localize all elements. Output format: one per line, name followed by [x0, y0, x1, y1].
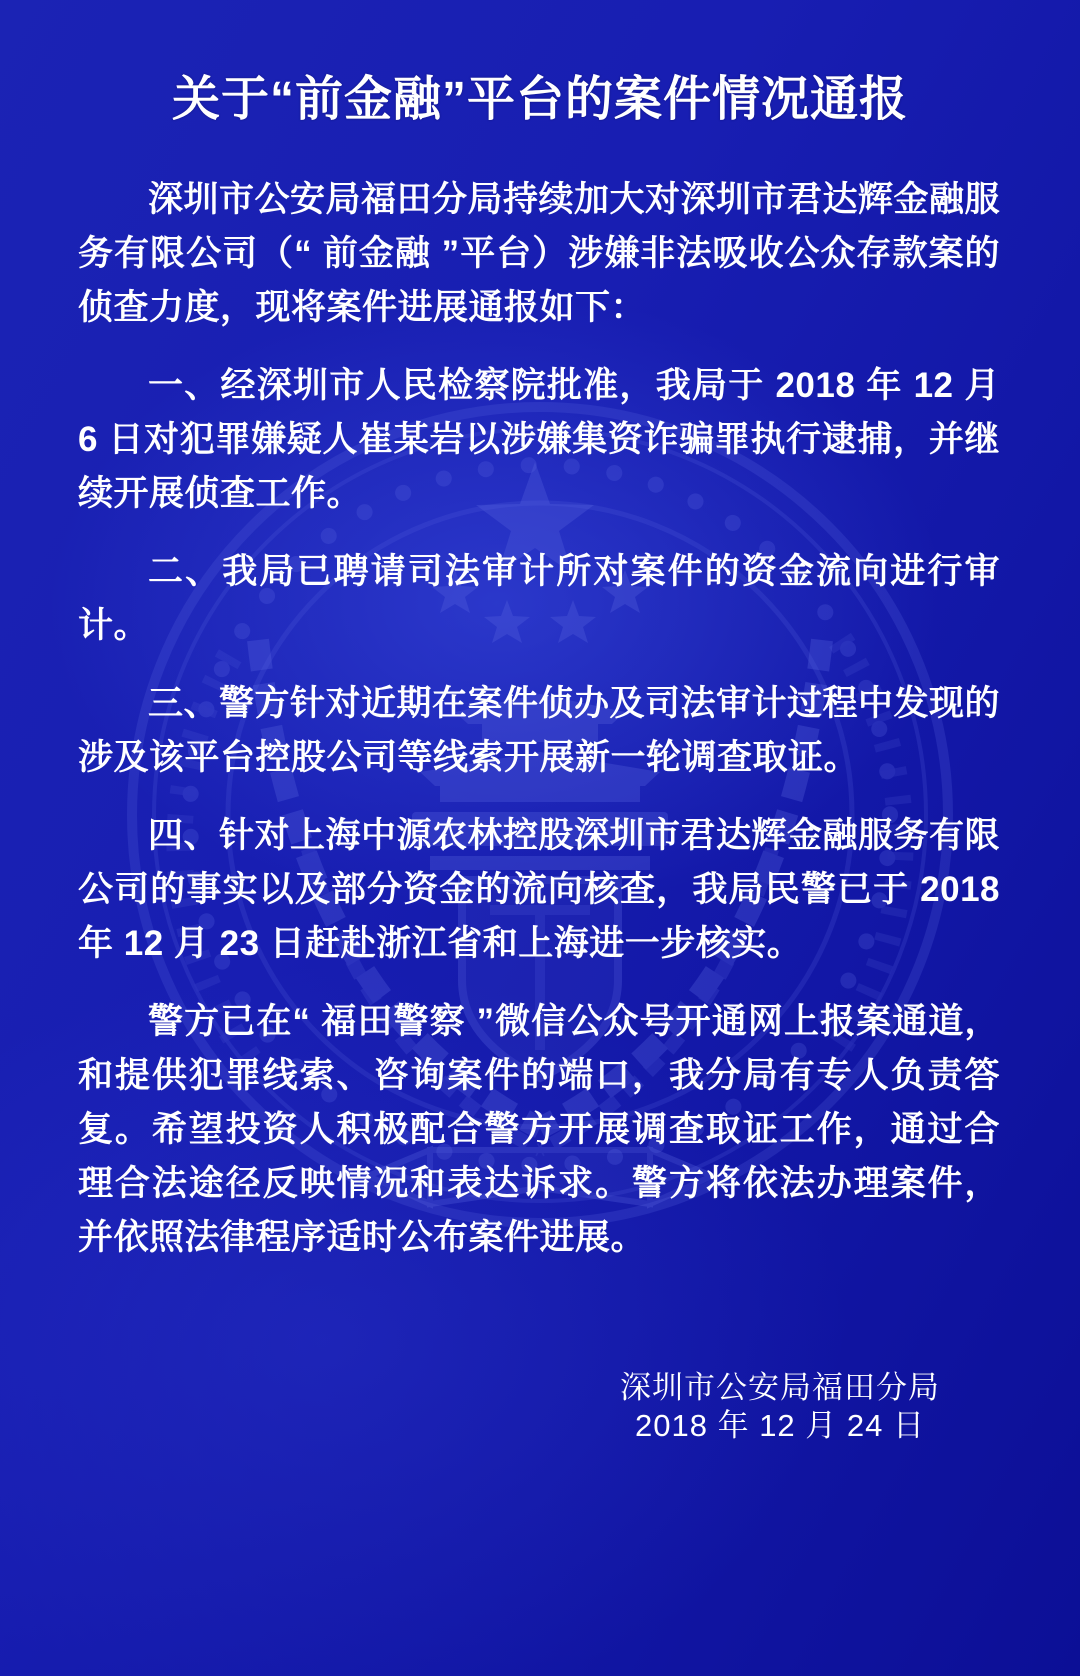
notice-paragraph-closing: 警方已在“ 福田警察 ”微信公众号开通网上报案通道，和提供犯罪线索、咨询案件的端口，我分局有专人负责答复。希望投资人积极配合警方开展调查取证工作，通过合理合法途径反映情况和表达诉求。警方将依法办理案件，并依照法律程序适时公布案件进展。 [78, 1002, 1000, 1257]
signature-block [0, 1369, 1080, 1445]
notice-body [78, 173, 1000, 1265]
notice-paragraph-item1: 一、经深圳市人民检察院批准，我局于 2018 年 12 月 6 日对犯罪嫌疑人崔某岩以涉嫌集资诈骗罪执行逮捕，并继续开展侦查工作。 [78, 366, 1000, 513]
signature-issuer: 深圳市公安局福田分局 [620, 1370, 940, 1405]
notice-paragraph-intro: 深圳市公安局福田分局持续加大对深圳市君达辉金融服务有限公司（“ 前金融 ”平台）涉嫌非法吸收公众存款案的侦查力度，现将案件进展通报如下： [78, 180, 1001, 327]
signature-date: 2018 年 12 月 24 日 [635, 1408, 925, 1443]
notice-paragraph-item2: 二、我局已聘请司法审计所对案件的资金流向进行审计。 [78, 552, 1000, 645]
notice-paragraph-item4: 四、针对上海中源农林控股深圳市君达辉金融服务有限公司的事实以及部分资金的流向核查，我局民警已于 2018 年 12 月 23 日赶赴浙江省和上海进一步核实。 [78, 816, 1001, 963]
notice-paragraph-item3: 三、警方针对近期在案件侦办及司法审计过程中发现的涉及该平台控股公司等线索开展新一轮调查取证。 [78, 684, 1001, 777]
notice-title: 关于“前金融”平台的案件情况通报 [171, 73, 908, 126]
